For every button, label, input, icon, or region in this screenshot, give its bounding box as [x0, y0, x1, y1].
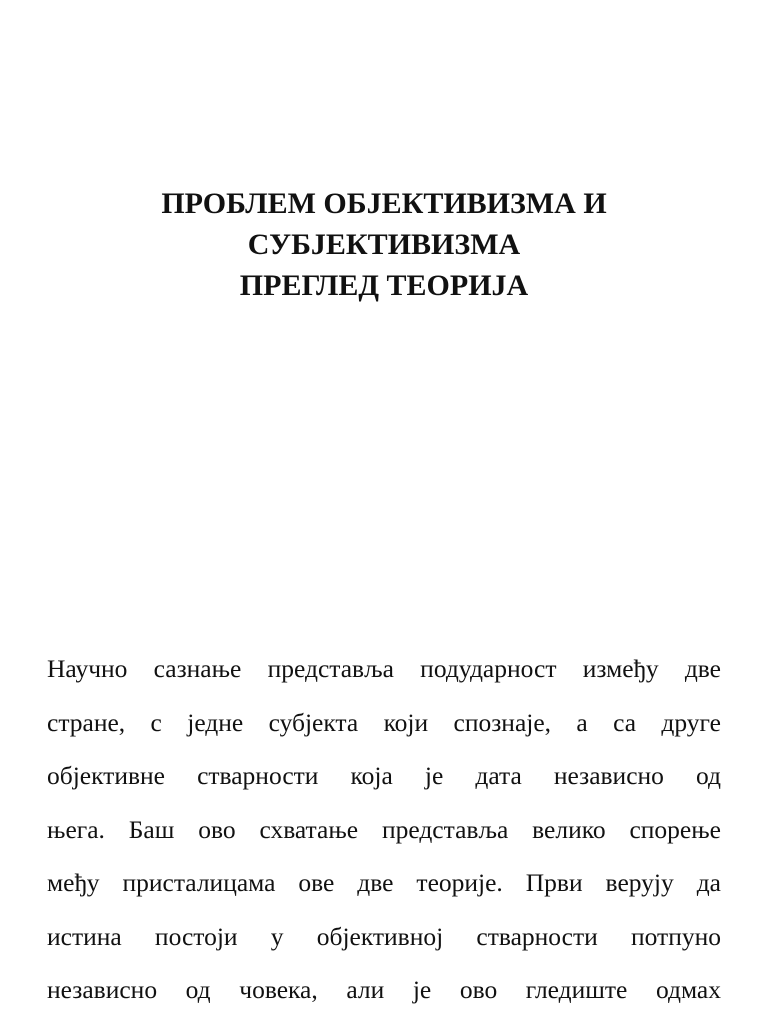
page-title	[0, 183, 768, 306]
paragraph-line: њега. Баш ово схватање представља велико спорење	[47, 814, 721, 844]
paragraph-line: стране, с једне субјекта који спознаје, а са друге	[47, 707, 721, 737]
title-line-1: ПРОБЛЕМ ОБЈЕКТИВИЗМА И	[161, 187, 607, 220]
title-line-2: СУБЈЕКТИВИЗМА	[247, 228, 521, 261]
paragraph-line: Научно сазнање представља подударност између две	[47, 654, 721, 683]
paragraph-line: истина постоји у објективној стварности потпуно	[47, 921, 721, 951]
paragraph-line: објективне стварности која је дата независно од	[47, 761, 721, 790]
title-line-3: ПРЕГЛЕД ТЕОРИЈА	[239, 269, 529, 302]
body-paragraph	[47, 642, 721, 1017]
paragraph-line: независно од човека, али је ово гледиште одмах	[47, 975, 721, 1004]
paragraph-line: међу присталицама ове две теорије. Први верују да	[47, 868, 721, 897]
